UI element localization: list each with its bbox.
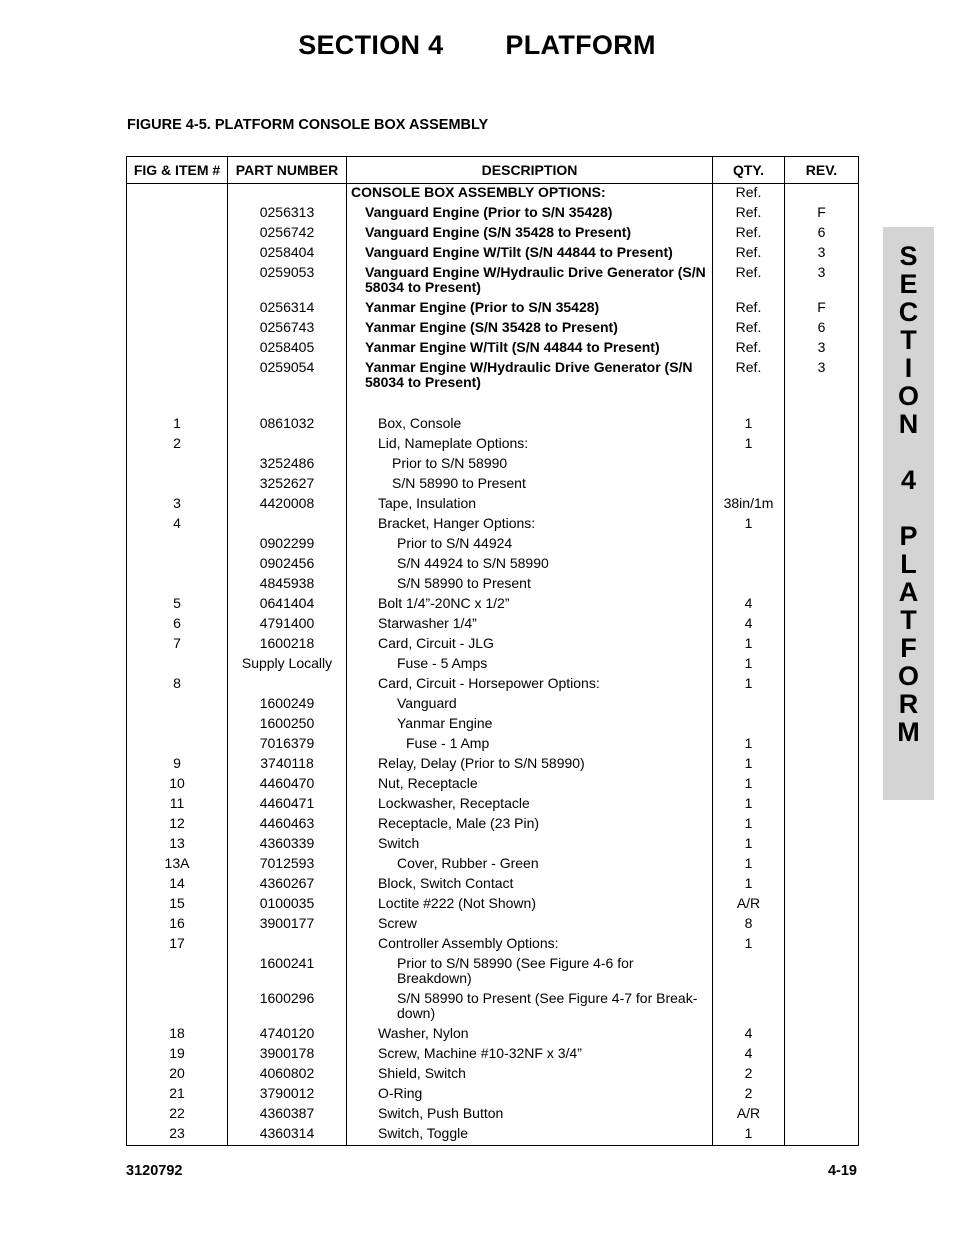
description-cell: Yanmar Engine (S/N 35428 to Present)	[347, 318, 713, 338]
side-tab-letter: T	[900, 325, 917, 355]
part-number-cell	[228, 184, 347, 204]
table-row	[127, 494, 859, 514]
quantity-cell: 1	[713, 434, 785, 454]
description-cell: S/N 58990 to Present	[347, 474, 713, 494]
side-tab-letter: F	[900, 633, 917, 663]
table-row	[127, 694, 859, 714]
table-row	[127, 794, 859, 814]
revision-cell	[785, 1124, 859, 1146]
fig-item-cell: 13	[127, 834, 228, 854]
quantity-cell: 1	[713, 393, 785, 434]
table-row	[127, 223, 859, 243]
parts-table	[126, 156, 859, 1146]
description-cell: Washer, Nylon	[347, 1024, 713, 1044]
quantity-cell	[713, 714, 785, 734]
table-row	[127, 554, 859, 574]
description-cell: Receptacle, Male (23 Pin)	[347, 814, 713, 834]
part-number-cell: 0861032	[228, 393, 347, 434]
revision-cell	[785, 989, 859, 1024]
fig-item-cell: 20	[127, 1064, 228, 1084]
part-number-cell: Supply Locally	[228, 654, 347, 674]
revision-cell	[785, 894, 859, 914]
part-number-cell: 1600241	[228, 954, 347, 989]
quantity-cell: Ref.	[713, 263, 785, 298]
quantity-cell: 2	[713, 1084, 785, 1104]
part-number-cell: 3900178	[228, 1044, 347, 1064]
revision-cell	[785, 554, 859, 574]
table-row	[127, 814, 859, 834]
table-row	[127, 774, 859, 794]
quantity-cell: 1	[713, 774, 785, 794]
fig-item-cell	[127, 358, 228, 393]
description-cell: O-Ring	[347, 1084, 713, 1104]
revision-cell: 3	[785, 243, 859, 263]
description-cell: Vanguard	[347, 694, 713, 714]
description-cell: Yanmar Engine	[347, 714, 713, 734]
revision-cell	[785, 1044, 859, 1064]
part-number-cell: 4460470	[228, 774, 347, 794]
figure-title: FIGURE 4-5. PLATFORM CONSOLE BOX ASSEMBLY	[127, 117, 489, 133]
table-row	[127, 654, 859, 674]
quantity-cell: Ref.	[713, 338, 785, 358]
part-number-cell: 4845938	[228, 574, 347, 594]
part-number-cell: 7012593	[228, 854, 347, 874]
part-number-cell: 3252627	[228, 474, 347, 494]
revision-cell	[785, 634, 859, 654]
quantity-cell: Ref.	[713, 184, 785, 204]
table-row	[127, 203, 859, 223]
fig-item-cell	[127, 454, 228, 474]
table-row	[127, 1064, 859, 1084]
fig-item-cell	[127, 734, 228, 754]
part-number-cell	[228, 434, 347, 454]
revision-cell	[785, 774, 859, 794]
fig-item-cell: 8	[127, 674, 228, 694]
quantity-cell: A/R	[713, 1104, 785, 1124]
fig-item-cell: 6	[127, 614, 228, 634]
fig-item-cell	[127, 954, 228, 989]
table-row	[127, 184, 859, 204]
revision-cell	[785, 474, 859, 494]
description-cell: Vanguard Engine W/Tilt (S/N 44844 to Present)	[347, 243, 713, 263]
part-number-cell	[228, 674, 347, 694]
table-row	[127, 1084, 859, 1104]
quantity-cell: 4	[713, 614, 785, 634]
fig-item-cell: 18	[127, 1024, 228, 1044]
revision-cell: 6	[785, 223, 859, 243]
description-cell: S/N 58990 to Present	[347, 574, 713, 594]
description-cell: Prior to S/N 44924	[347, 534, 713, 554]
fig-item-cell	[127, 243, 228, 263]
table-row	[127, 393, 859, 434]
fig-item-cell: 10	[127, 774, 228, 794]
quantity-cell: 1	[713, 654, 785, 674]
description-cell: Card, Circuit - Horsepower Options:	[347, 674, 713, 694]
table-row	[127, 734, 859, 754]
revision-cell	[785, 1084, 859, 1104]
revision-cell: 3	[785, 263, 859, 298]
part-number-cell: 0258405	[228, 338, 347, 358]
fig-item-cell	[127, 338, 228, 358]
side-tab-letter: I	[904, 353, 913, 383]
quantity-cell	[713, 534, 785, 554]
part-number-cell: 3740118	[228, 754, 347, 774]
fig-item-cell: 23	[127, 1124, 228, 1146]
quantity-cell: 1	[713, 934, 785, 954]
parts-table-body	[127, 184, 859, 1146]
quantity-cell	[713, 454, 785, 474]
table-row	[127, 534, 859, 554]
quantity-cell: 4	[713, 1044, 785, 1064]
revision-cell	[785, 534, 859, 554]
part-number-cell: 4360339	[228, 834, 347, 854]
column-header-description: DESCRIPTION	[347, 157, 713, 184]
side-tab-letter: M	[897, 717, 920, 747]
quantity-cell: 1	[713, 734, 785, 754]
column-header-qty: QTY.	[713, 157, 785, 184]
table-row	[127, 454, 859, 474]
description-cell: Switch, Push Button	[347, 1104, 713, 1124]
table-row	[127, 754, 859, 774]
table-row	[127, 434, 859, 454]
table-row	[127, 514, 859, 534]
quantity-cell: 1	[713, 674, 785, 694]
side-tab-letter: P	[899, 521, 918, 551]
revision-cell	[785, 834, 859, 854]
revision-cell	[785, 694, 859, 714]
fig-item-cell	[127, 694, 228, 714]
fig-item-cell: 16	[127, 914, 228, 934]
column-header-rev: REV.	[785, 157, 859, 184]
quantity-cell	[713, 474, 785, 494]
description-cell: Starwasher 1/4”	[347, 614, 713, 634]
description-cell: Shield, Switch	[347, 1064, 713, 1084]
part-number-cell: 1600296	[228, 989, 347, 1024]
quantity-cell: 4	[713, 594, 785, 614]
revision-cell	[785, 184, 859, 204]
quantity-cell: Ref.	[713, 298, 785, 318]
part-number-cell: 0256743	[228, 318, 347, 338]
quantity-cell	[713, 694, 785, 714]
description-cell: Tape, Insulation	[347, 494, 713, 514]
fig-item-cell	[127, 223, 228, 243]
part-number-cell: 0259053	[228, 263, 347, 298]
quantity-cell: 1	[713, 794, 785, 814]
table-row	[127, 954, 859, 989]
fig-item-cell: 2	[127, 434, 228, 454]
page-number: 4-19	[827, 1163, 857, 1179]
side-tab-letter: O	[897, 381, 919, 411]
part-number-cell: 4360314	[228, 1124, 347, 1146]
part-number-cell: 0258404	[228, 243, 347, 263]
revision-cell	[785, 594, 859, 614]
revision-cell	[785, 494, 859, 514]
table-row	[127, 243, 859, 263]
revision-cell	[785, 654, 859, 674]
description-cell: Lockwasher, Receptacle	[347, 794, 713, 814]
part-number-cell: 0641404	[228, 594, 347, 614]
table-row	[127, 318, 859, 338]
description-cell: Yanmar Engine W/Tilt (S/N 44844 to Present)	[347, 338, 713, 358]
part-number-cell	[228, 934, 347, 954]
revision-cell	[785, 714, 859, 734]
part-number-cell	[228, 514, 347, 534]
revision-cell	[785, 514, 859, 534]
description-cell: Nut, Receptacle	[347, 774, 713, 794]
side-tab-letter: L	[900, 549, 917, 579]
quantity-cell: 8	[713, 914, 785, 934]
description-cell: Fuse - 1 Amp	[347, 734, 713, 754]
side-tab-letter: 4	[900, 465, 917, 495]
table-row	[127, 358, 859, 393]
quantity-cell: 1	[713, 814, 785, 834]
fig-item-cell: 11	[127, 794, 228, 814]
part-number-cell: 4060802	[228, 1064, 347, 1084]
fig-item-cell: 7	[127, 634, 228, 654]
fig-item-cell: 9	[127, 754, 228, 774]
quantity-cell: Ref.	[713, 318, 785, 338]
revision-cell	[785, 874, 859, 894]
fig-item-cell: 13A	[127, 854, 228, 874]
revision-cell	[785, 854, 859, 874]
description-cell: Prior to S/N 58990	[347, 454, 713, 474]
part-number-cell: 0259054	[228, 358, 347, 393]
table-row	[127, 1044, 859, 1064]
description-cell: Yanmar Engine (Prior to S/N 35428)	[347, 298, 713, 318]
table-row	[127, 914, 859, 934]
table-row	[127, 894, 859, 914]
table-row	[127, 1104, 859, 1124]
table-row	[127, 263, 859, 298]
fig-item-cell: 15	[127, 894, 228, 914]
side-tab-letter: T	[900, 605, 917, 635]
fig-item-cell	[127, 714, 228, 734]
description-cell: Switch	[347, 834, 713, 854]
quantity-cell: A/R	[713, 894, 785, 914]
description-cell: Relay, Delay (Prior to S/N 58990)	[347, 754, 713, 774]
revision-cell: 6	[785, 318, 859, 338]
part-number-cell: 1600249	[228, 694, 347, 714]
revision-cell: 3	[785, 358, 859, 393]
revision-cell	[785, 794, 859, 814]
table-row	[127, 1124, 859, 1146]
side-tab-letter: A	[898, 577, 919, 607]
fig-item-cell	[127, 574, 228, 594]
quantity-cell: Ref.	[713, 243, 785, 263]
revision-cell	[785, 1024, 859, 1044]
part-number-cell: 4360387	[228, 1104, 347, 1124]
fig-item-cell	[127, 989, 228, 1024]
description-cell: Block, Switch Contact	[347, 874, 713, 894]
quantity-cell: 4	[713, 1024, 785, 1044]
quantity-cell: 1	[713, 514, 785, 534]
fig-item-cell	[127, 654, 228, 674]
part-number-cell: 4740120	[228, 1024, 347, 1044]
table-row	[127, 834, 859, 854]
description-cell: Bracket, Hanger Options:	[347, 514, 713, 534]
quantity-cell: 1	[713, 874, 785, 894]
page-header	[0, 30, 954, 61]
side-tab-letter: C	[898, 297, 919, 327]
fig-item-cell: 17	[127, 934, 228, 954]
revision-cell	[785, 734, 859, 754]
fig-item-cell	[127, 554, 228, 574]
part-number-cell: 0100035	[228, 894, 347, 914]
revision-cell	[785, 454, 859, 474]
description-cell: Yanmar Engine W/Hydraulic Drive Generator (S/N 58034 to Present)	[347, 358, 713, 393]
table-row	[127, 594, 859, 614]
description-cell: Box, Console	[347, 393, 713, 434]
section-title: PLATFORM	[505, 30, 656, 60]
fig-item-cell	[127, 534, 228, 554]
table-row	[127, 934, 859, 954]
revision-cell	[785, 814, 859, 834]
part-number-cell: 4791400	[228, 614, 347, 634]
revision-cell	[785, 1104, 859, 1124]
description-cell: S/N 58990 to Present (See Figure 4-7 for Break-down)	[347, 989, 713, 1024]
quantity-cell	[713, 954, 785, 989]
description-cell: Vanguard Engine W/Hydraulic Drive Generator (S/N 58034 to Present)	[347, 263, 713, 298]
part-number-cell: 3252486	[228, 454, 347, 474]
column-header-fig: FIG & ITEM #	[127, 157, 228, 184]
quantity-cell: Ref.	[713, 358, 785, 393]
revision-cell: 3	[785, 338, 859, 358]
quantity-cell	[713, 574, 785, 594]
table-row	[127, 614, 859, 634]
fig-item-cell	[127, 298, 228, 318]
part-number-cell: 0902456	[228, 554, 347, 574]
revision-cell	[785, 434, 859, 454]
description-cell: Fuse - 5 Amps	[347, 654, 713, 674]
description-cell: S/N 44924 to S/N 58990	[347, 554, 713, 574]
table-row	[127, 574, 859, 594]
fig-item-cell: 21	[127, 1084, 228, 1104]
description-cell: Screw	[347, 914, 713, 934]
fig-item-cell: 5	[127, 594, 228, 614]
quantity-cell: 2	[713, 1064, 785, 1084]
side-tab-letter: R	[898, 689, 919, 719]
table-row	[127, 874, 859, 894]
quantity-cell: Ref.	[713, 223, 785, 243]
description-cell: Switch, Toggle	[347, 1124, 713, 1146]
quantity-cell	[713, 989, 785, 1024]
quantity-cell	[713, 554, 785, 574]
fig-item-cell: 4	[127, 514, 228, 534]
description-cell: Cover, Rubber - Green	[347, 854, 713, 874]
quantity-cell: 1	[713, 834, 785, 854]
description-cell: Controller Assembly Options:	[347, 934, 713, 954]
section-number: SECTION 4	[298, 30, 444, 60]
part-number-cell: 0256313	[228, 203, 347, 223]
part-number-cell: 0902299	[228, 534, 347, 554]
table-header-row	[127, 157, 859, 184]
revision-cell	[785, 954, 859, 989]
revision-cell	[785, 934, 859, 954]
part-number-cell: 7016379	[228, 734, 347, 754]
table-row	[127, 1024, 859, 1044]
column-header-part-number: PART NUMBER	[228, 157, 347, 184]
table-row	[127, 634, 859, 654]
fig-item-cell	[127, 474, 228, 494]
fig-item-cell: 22	[127, 1104, 228, 1124]
revision-cell	[785, 1064, 859, 1084]
part-number-cell: 0256742	[228, 223, 347, 243]
side-tab-letter: E	[899, 269, 918, 299]
side-tab-letter: O	[897, 661, 919, 691]
table-row	[127, 674, 859, 694]
part-number-cell: 3790012	[228, 1084, 347, 1104]
table-row	[127, 298, 859, 318]
fig-item-cell: 14	[127, 874, 228, 894]
quantity-cell: 38in/1m	[713, 494, 785, 514]
table-row	[127, 338, 859, 358]
description-cell: CONSOLE BOX ASSEMBLY OPTIONS:	[347, 184, 713, 204]
part-number-cell: 1600218	[228, 634, 347, 654]
fig-item-cell: 19	[127, 1044, 228, 1064]
description-cell: Prior to S/N 58990 (See Figure 4-6 for Breakdown)	[347, 954, 713, 989]
fig-item-cell: 12	[127, 814, 228, 834]
quantity-cell: 1	[713, 634, 785, 654]
fig-item-cell: 3	[127, 494, 228, 514]
fig-item-cell	[127, 203, 228, 223]
revision-cell	[785, 393, 859, 434]
revision-cell: F	[785, 203, 859, 223]
description-cell: Lid, Nameplate Options:	[347, 434, 713, 454]
fig-item-cell	[127, 184, 228, 204]
revision-cell: F	[785, 298, 859, 318]
fig-item-cell	[127, 263, 228, 298]
part-number-cell: 4420008	[228, 494, 347, 514]
description-cell: Vanguard Engine (Prior to S/N 35428)	[347, 203, 713, 223]
part-number-cell: 1600250	[228, 714, 347, 734]
part-number-cell: 0256314	[228, 298, 347, 318]
revision-cell	[785, 914, 859, 934]
side-tab-letter: S	[899, 241, 918, 271]
quantity-cell: 1	[713, 854, 785, 874]
quantity-cell: 1	[713, 754, 785, 774]
revision-cell	[785, 674, 859, 694]
document-number: 3120792	[126, 1163, 183, 1179]
description-cell: Screw, Machine #10-32NF x 3/4”	[347, 1044, 713, 1064]
part-number-cell: 3900177	[228, 914, 347, 934]
quantity-cell: Ref.	[713, 203, 785, 223]
part-number-cell: 4460463	[228, 814, 347, 834]
table-row	[127, 474, 859, 494]
part-number-cell: 4360267	[228, 874, 347, 894]
table-row	[127, 989, 859, 1024]
fig-item-cell	[127, 318, 228, 338]
table-row	[127, 714, 859, 734]
description-cell: Card, Circuit - JLG	[347, 634, 713, 654]
table-row	[127, 854, 859, 874]
revision-cell	[785, 574, 859, 594]
quantity-cell: 1	[713, 1124, 785, 1146]
fig-item-cell: 1	[127, 393, 228, 434]
revision-cell	[785, 754, 859, 774]
description-cell: Loctite #222 (Not Shown)	[347, 894, 713, 914]
revision-cell	[785, 614, 859, 634]
section-side-tab	[883, 227, 934, 800]
description-cell: Bolt 1/4”-20NC x 1/2”	[347, 594, 713, 614]
description-cell: Vanguard Engine (S/N 35428 to Present)	[347, 223, 713, 243]
part-number-cell: 4460471	[228, 794, 347, 814]
side-tab-letter: N	[898, 409, 919, 439]
